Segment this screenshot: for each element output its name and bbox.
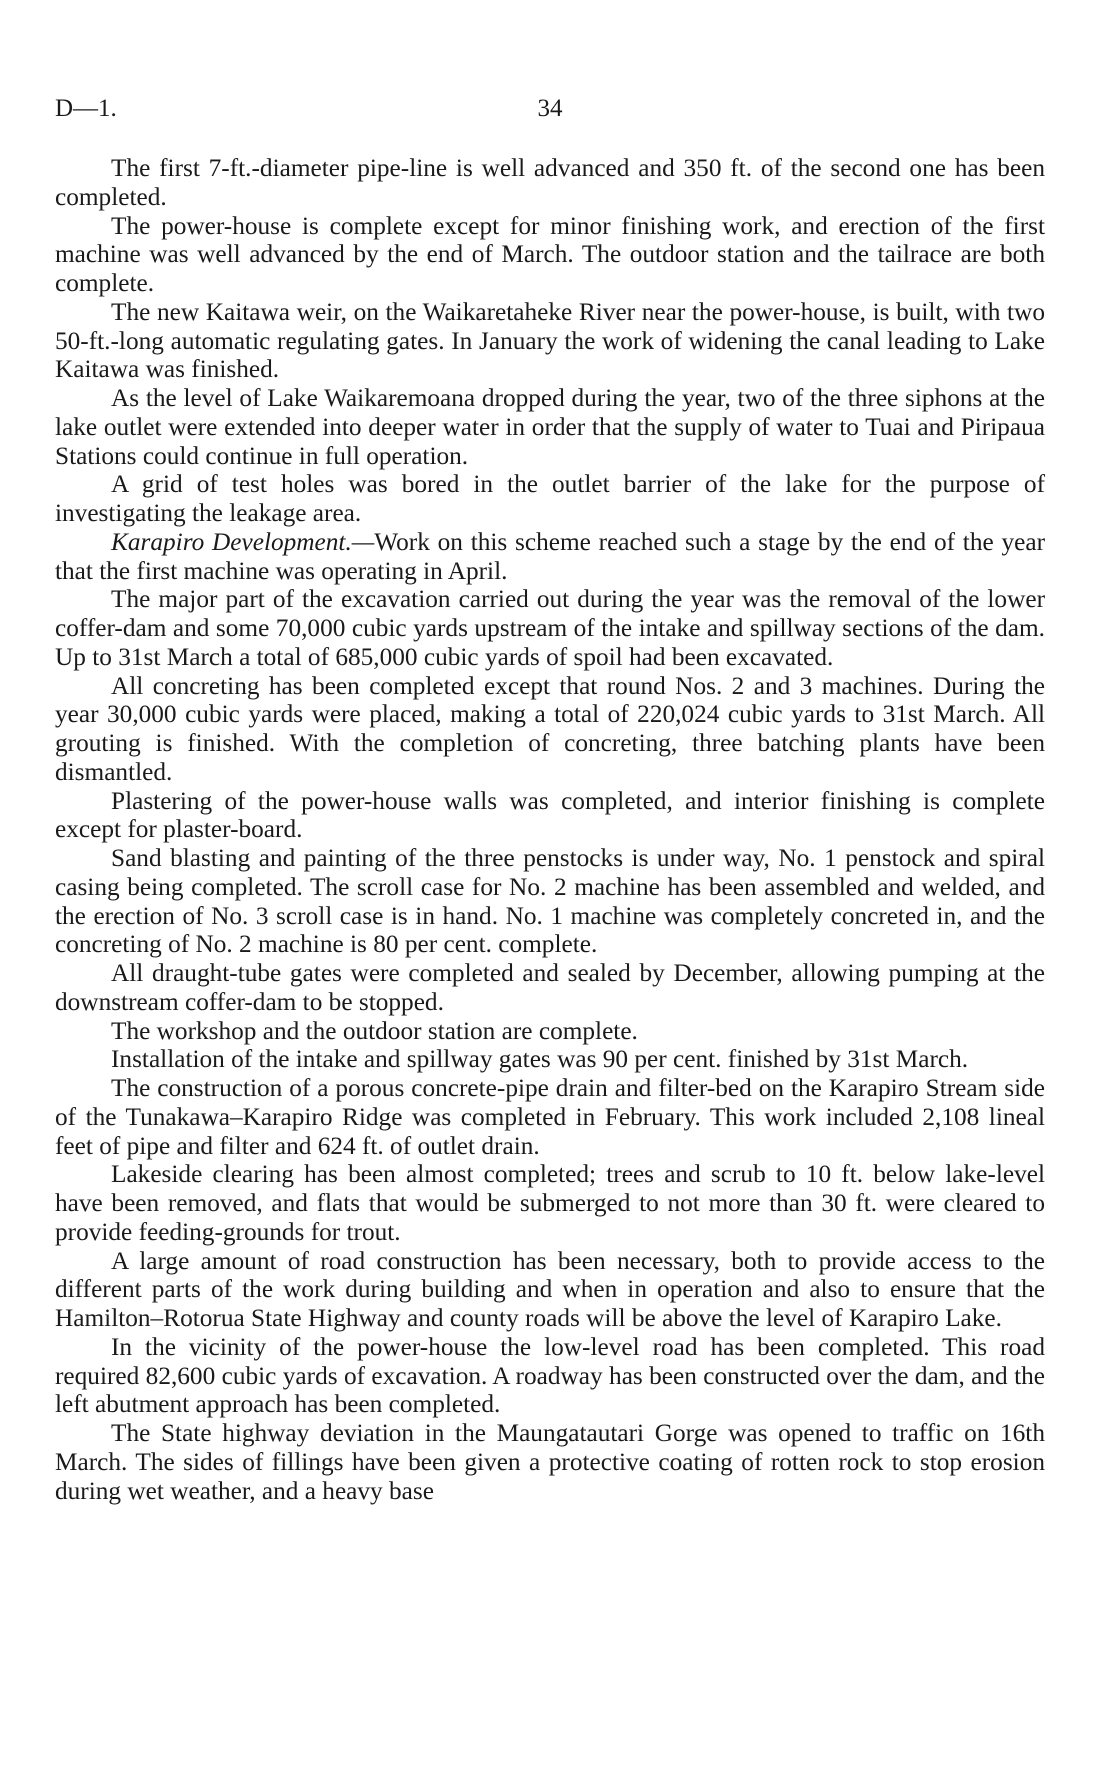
paragraph: The first 7-ft.-diameter pipe-line is well advanced and 350 ft. of the second one has been completed. — [55, 154, 1045, 211]
paragraph: All draught-tube gates were completed and sealed by December, allowing pumping at the downstream coffer-dam to be stopped. — [55, 959, 1045, 1016]
paragraph: Plastering of the power-house walls was completed, and interior finishing is complete except for plaster-board. — [55, 786, 1045, 844]
paragraph: A large amount of road construction has been necessary, both to provide access to the different parts of the work during building and when in operation and also to ensure that the Hamilton–Rotorua State Highway and county roads will be above the level of Karapiro Lake. — [55, 1246, 1045, 1332]
paragraph: Installation of the intake and spillway gates was 90 per cent. finished by 31st March. — [111, 1045, 969, 1074]
body-text — [55, 154, 1045, 1505]
page-number: 34 — [537, 95, 563, 122]
paragraph: The State highway deviation in the Maungatautari Gorge was opened to traffic on 16th March. The sides of fillings have been given a protective coating of rotten rock to stop erosion during wet weather, and a heavy base — [55, 1419, 1045, 1505]
paragraph: Sand blasting and painting of the three penstocks is under way, No. 1 penstock and spiral casing being completed. The scroll case for No. 2 machine has been assembled and welded, and the erection of No. 3 scroll case is in hand. No. 1 machine was completely concreted in, and the concreting of No. 2 machine is 80 per cent. complete. — [55, 844, 1045, 959]
paragraph: The workshop and the outdoor station are complete. — [111, 1016, 638, 1045]
paragraph: The new Kaitawa weir, on the Waikaretaheke River near the power-house, is built, with two 50-ft.-long automatic regulating gates. In January the work of widening the canal leading to Lake Kaitawa was finished. — [55, 297, 1045, 384]
paragraph: The power-house is complete except for minor finishing work, and erection of the first machine was well advanced by the end of March. The outdoor station and the tailrace are both complete. — [55, 211, 1045, 297]
section-heading: Karapiro Development.— — [111, 527, 375, 556]
paragraph: Lakeside clearing has been almost completed; trees and scrub to 10 ft. below lake-level have been removed, and flats that would be submerged to not more than 30 ft. were cleared to provide feeding-grounds for trout. — [55, 1160, 1045, 1246]
paragraph — [55, 528, 1045, 586]
paragraph: A grid of test holes was bored in the outlet barrier of the lake for the purpose of investigating the leakage area. — [55, 470, 1045, 527]
paragraph: All concreting has been completed except that round Nos. 2 and 3 machines. During the year 30,000 cubic yards were placed, making a total of 220,024 cubic yards to 31st March. All grouting is finished. With the completion of concreting, three batching plants have been dismantled. — [55, 671, 1045, 786]
paragraph: The construction of a porous concrete-pipe drain and filter-bed on the Karapiro Stream side of the Tunakawa–Karapiro Ridge was completed in February. This work included 2,108 lineal feet of pipe and filter and 624 ft. of outlet drain. — [55, 1074, 1045, 1160]
page-header — [55, 92, 1045, 126]
paragraph-text: Work on this scheme reached such a stage by the end of the year that the first machine was operating in April. — [55, 527, 1045, 585]
paragraph: In the vicinity of the power-house the low-level road has been completed. This road required 82,600 cubic yards of excavation. A roadway has been constructed over the dam, and the left abutment approach has been completed. — [55, 1332, 1045, 1419]
paragraph: The major part of the excavation carried out during the year was the removal of the lower coffer-dam and some 70,000 cubic yards upstream of the intake and spillway sections of the dam. Up to 31st March a total of 685,000 cubic yards of spoil had been excavated. — [55, 585, 1045, 671]
paragraph: As the level of Lake Waikaremoana dropped during the year, two of the three siphons at the lake outlet were extended into deeper water in order that the supply of water to Tuai and Piripaua Stations could continue in full operation. — [55, 384, 1045, 470]
section-code: D—1. — [55, 95, 117, 122]
